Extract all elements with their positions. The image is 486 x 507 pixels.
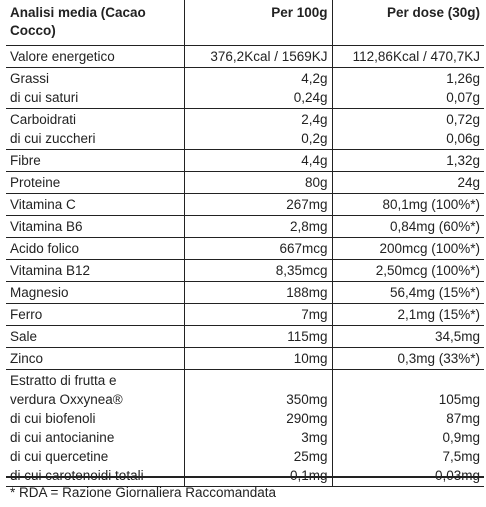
per-100g-cell [184, 348, 332, 370]
nutrient-name-line: Carboidrati [10, 112, 77, 127]
per-dose-line: 24g [457, 175, 480, 190]
table-row [6, 282, 484, 304]
nutrient-name-line: Vitamina C [10, 197, 76, 212]
cropped-text-fragment [10, 501, 480, 507]
nutrient-name-line: di cui saturi [10, 90, 79, 105]
per-dose-cell [332, 216, 484, 238]
table-header-row [6, 0, 484, 46]
per-100g-line: 0,1mg [289, 468, 328, 483]
rda-footnote: * RDA = Razione Giornaliera Raccomandata [6, 476, 484, 502]
nutrient-name-line: di cui carotenoidi totali [10, 468, 144, 483]
per-dose-line: 112,86Kcal / 470,7KJ [352, 49, 480, 64]
nutrient-name-line: Vitamina B6 [10, 219, 83, 234]
nutrient-name-line: Magnesio [10, 285, 69, 300]
per-dose-cell [332, 370, 484, 487]
per-dose-line: 2,1mg (15%*) [397, 307, 480, 322]
per-100g-line: 2,8mg [289, 219, 328, 234]
table-row [6, 326, 484, 348]
per-100g-cell [184, 326, 332, 348]
per-dose-line: 0,06g [446, 131, 480, 146]
per-dose-line: 200mcg (100%*) [379, 241, 480, 256]
per-100g-line: 3mg [301, 430, 328, 445]
nutrient-name-cell [6, 216, 184, 238]
per-dose-cell [332, 238, 484, 260]
table-row [6, 370, 484, 487]
per-dose-cell [332, 326, 484, 348]
per-dose-line: 0,07g [446, 90, 480, 105]
table-row [6, 109, 484, 150]
table-row [6, 194, 484, 216]
per-100g-line: 188mg [286, 285, 328, 300]
per-dose-line: 7,5mg [442, 449, 480, 464]
nutrient-name-line: Fibre [10, 153, 41, 168]
per-dose-cell [332, 46, 484, 68]
nutrient-name-cell [6, 46, 184, 68]
per-dose-line: 0,72g [446, 112, 480, 127]
per-100g-line: 0,24g [293, 90, 328, 105]
nutrient-name-cell [6, 194, 184, 216]
nutrient-name-cell [6, 68, 184, 109]
per-100g-line: 7mg [301, 307, 328, 322]
per-dose-cell [332, 348, 484, 370]
per-100g-line: 376,2Kcal / 1569KJ [210, 49, 328, 64]
table-row [6, 172, 484, 194]
per-dose-cell [332, 282, 484, 304]
per-100g-cell [184, 304, 332, 326]
nutrient-name-line: di cui zuccheri [10, 131, 96, 146]
nutrition-table [6, 0, 484, 487]
per-100g-line: 4,2g [301, 71, 328, 86]
per-100g-cell [184, 370, 332, 487]
per-dose-line: 0,84mg (60%*) [389, 219, 480, 234]
nutrient-name-line: Valore energetico [10, 49, 115, 64]
nutrient-name-cell [6, 304, 184, 326]
per-100g-cell [184, 282, 332, 304]
header-per-dose: Per dose (30g) [332, 0, 484, 46]
table-row [6, 150, 484, 172]
nutrient-name-cell [6, 172, 184, 194]
per-100g-line: 667mcg [279, 241, 328, 256]
nutrient-name-line: Estratto di frutta e [10, 373, 117, 388]
per-dose-line: 1,32g [446, 153, 480, 168]
nutrient-name-line: Vitamina B12 [10, 263, 91, 278]
nutrient-name-line: Zinco [10, 351, 44, 366]
per-100g-line: 290mg [286, 411, 328, 426]
per-100g-cell [184, 260, 332, 282]
per-100g-cell [184, 172, 332, 194]
table-row [6, 304, 484, 326]
per-100g-line [189, 371, 328, 390]
per-100g-line: 4,4g [301, 153, 328, 168]
table-row [6, 348, 484, 370]
per-100g-line: 8,35mcg [275, 263, 328, 278]
header-analysis: Analisi media (Cacao Cocco) [10, 5, 146, 38]
per-dose-cell [332, 172, 484, 194]
per-dose-cell [332, 68, 484, 109]
table-row [6, 46, 484, 68]
per-dose-line [337, 371, 481, 390]
nutrient-name-line: di cui biofenoli [10, 411, 96, 426]
nutrient-name-line: Proteine [10, 175, 61, 190]
nutrient-name-cell [6, 238, 184, 260]
per-dose-line: 0,3mg (33%*) [397, 351, 480, 366]
per-100g-line: 10mg [293, 351, 328, 366]
per-100g-cell [184, 109, 332, 150]
table-row [6, 216, 484, 238]
per-dose-line: 34,5mg [434, 329, 480, 344]
nutrient-name-line: Grassi [10, 71, 50, 86]
nutrient-name-cell [6, 260, 184, 282]
per-100g-cell [184, 216, 332, 238]
nutrient-name-cell [6, 370, 184, 487]
nutrient-name-cell [6, 326, 184, 348]
per-100g-cell [184, 68, 332, 109]
per-dose-line: 1,26g [446, 71, 480, 86]
per-100g-line: 2,4g [301, 112, 328, 127]
per-100g-line: 25mg [293, 449, 328, 464]
per-dose-cell [332, 109, 484, 150]
nutrient-name-line: Acido folico [10, 241, 80, 256]
per-100g-line: 0,2g [301, 131, 328, 146]
per-dose-line: 2,50mcg (100%*) [375, 263, 480, 278]
per-dose-line: 80,1mg (100%*) [382, 197, 480, 212]
nutrient-name-line: Sale [10, 329, 38, 344]
table-body [6, 46, 484, 487]
per-dose-cell [332, 304, 484, 326]
per-dose-cell [332, 150, 484, 172]
per-100g-line: 350mg [286, 392, 328, 407]
table-row [6, 260, 484, 282]
nutrient-name-line: di cui antocianine [10, 430, 115, 445]
per-100g-cell [184, 46, 332, 68]
per-100g-cell [184, 150, 332, 172]
per-100g-line: 115mg [287, 329, 328, 344]
nutrient-name-cell [6, 348, 184, 370]
per-dose-line: 56,4mg (15%*) [389, 285, 480, 300]
nutrient-name-cell [6, 282, 184, 304]
nutrient-name-cell [6, 150, 184, 172]
nutrient-name-line: Ferro [10, 307, 43, 322]
per-100g-line: 80g [304, 175, 328, 190]
per-100g-line: 267mg [286, 197, 328, 212]
per-dose-cell [332, 194, 484, 216]
per-100g-cell [184, 238, 332, 260]
per-dose-line: 105mg [438, 392, 480, 407]
per-dose-cell [332, 260, 484, 282]
nutrient-name-cell [6, 109, 184, 150]
per-100g-cell [184, 194, 332, 216]
table-row [6, 238, 484, 260]
nutrient-name-line: verdura Oxxynea® [10, 392, 123, 407]
nutrient-name-line: di cui quercetine [10, 449, 109, 464]
per-dose-line: 87mg [446, 411, 480, 426]
header-per-100g: Per 100g [184, 0, 332, 46]
table-row [6, 68, 484, 109]
per-dose-line: 0,9mg [442, 430, 480, 445]
per-dose-line: 0,03mg [434, 468, 480, 483]
